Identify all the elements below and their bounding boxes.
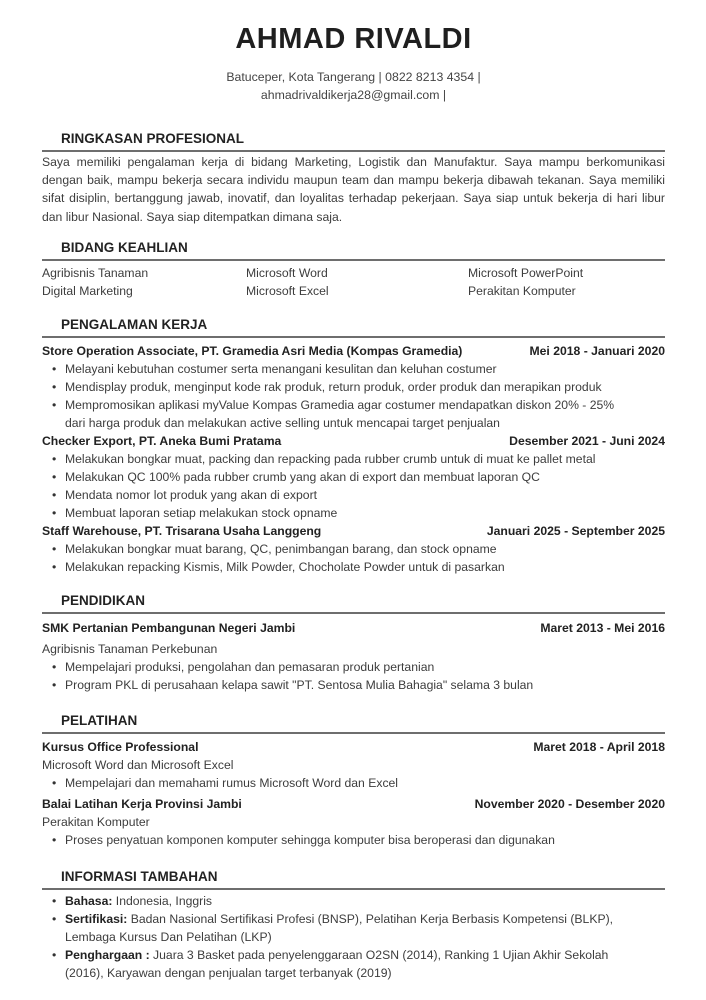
education-bullet: • Mempelajari produksi, pengolahan dan pemasaran produk pertanian [42,658,665,676]
job-dates: Mei 2018 - Januari 2020 [529,343,665,358]
education-bullet: • Program PKL di perusahaan kelapa sawit "PT. Sentosa Mulia Bahagia" selama 3 bulan [42,676,665,694]
item-label: Penghargaan : [65,947,150,962]
additional-bullets [42,892,665,982]
job-entry [42,342,665,432]
additional-item-certification [42,910,625,946]
training-dates: Maret 2018 - April 2018 [533,739,665,754]
training-subject: Perakitan Komputer [42,814,150,829]
job-role: Staff Warehouse, PT. Trisarana Usaha Langgeng [42,523,322,538]
section-divider [42,888,665,890]
summary-section [42,130,665,226]
additional-item-language [42,892,625,910]
job-bullet: • Melakukan repacking Kismis, Milk Powder, Chocholate Powder untuk di pasarkan [42,558,665,576]
job-bullet: • Membuat laporan setiap melakukan stock opname [42,504,665,522]
education-header [42,619,665,637]
contact-info [42,68,665,104]
job-entry [42,522,665,576]
job-dates: Desember 2021 - Juni 2024 [509,433,665,448]
item-text: Indonesia, Inggris [112,893,213,908]
section-title: PENGALAMAN KERJA [61,316,208,332]
education-section [42,592,665,694]
section-divider [42,336,665,338]
job-role: Store Operation Associate, PT. Gramedia Asri Media (Kompas Gramedia) [42,343,463,358]
job-bullet: • Mempromosikan aplikasi myValue Kompas Gramedia agar costumer mendapatkan diskon 20% - 25% dari harga produk dan melakukan active selling untuk mencapai target penjualan [42,396,665,432]
section-title: PENDIDIKAN [61,592,146,608]
contact-email: ahmadrivaldikerja28@gmail.com | [260,88,447,102]
summary-text: Saya memiliki pengalaman kerja di bidang Marketing, Logistik dan Manufaktur. Saya mampu berkomunikasi dengan baik, mampu bekerja secara individu maupun team dan mampu bekerja dibawah tekanan. Saya memiliki sifat disiplin, bertanggung jawab, inovatif, dan loyalitas terhadap pekerjaan. Saya siap untuk bekerja di hari libur dan libur Nasional. Saya siap ditempatkan dimana saja. [42,155,665,224]
section-divider [42,612,665,614]
training-section [42,712,665,849]
training-bullet: • Proses penyatuan komponen komputer sehingga komputer bisa beroperasi dan digunakan [42,831,665,849]
resume-page [42,0,665,982]
training-name: Balai Latihan Kerja Provinsi Jambi [42,796,242,811]
training-bullets [42,774,665,792]
training-header [42,738,665,756]
skill-item: Microsoft Excel [246,283,329,298]
skill-item: Agribisnis Tanaman [42,265,149,280]
job-bullet: • Melayani kebutuhan costumer serta menangani kesulitan dan keluhan costumer [42,360,665,378]
skill-item: Digital Marketing [42,283,133,298]
education-bullets [42,658,665,694]
training-entry [42,795,665,849]
candidate-name: AHMAD RIVALDI [235,23,472,55]
section-divider [42,150,665,152]
job-bullet: • Mendisplay produk, menginput kode rak produk, return produk, order produk dan merapikan produk [42,378,665,396]
experience-section [42,316,665,576]
section-divider [42,732,665,734]
additional-item-awards [42,946,625,982]
skill-item: Perakitan Komputer [468,283,576,298]
skills-section [42,239,665,300]
job-header [42,342,665,360]
education-dates: Maret 2013 - Mei 2016 [540,620,665,635]
item-label: Bahasa: [65,893,113,908]
job-bullet: • Melakukan bongkar muat, packing dan repacking pada rubber crumb untuk di muat ke pallet metal [42,450,665,468]
additional-section [42,868,665,982]
training-entry [42,738,665,792]
job-entry [42,432,665,522]
school-name: SMK Pertanian Pembangunan Negeri Jambi [42,620,296,635]
job-bullets [42,450,665,522]
training-header [42,795,665,813]
job-header [42,522,665,540]
training-bullets [42,831,665,849]
job-bullets [42,540,665,576]
job-bullet: • Mendata nomor lot produk yang akan di export [42,486,665,504]
training-subject: Microsoft Word dan Microsoft Excel [42,757,234,772]
job-bullet: • Melakukan bongkar muat barang, QC, penimbangan barang, dan stock opname [42,540,665,558]
contact-address-phone: Batuceper, Kota Tangerang | 0822 8213 4354 | [226,70,481,84]
job-bullets [42,360,665,432]
training-name: Kursus Office Professional [42,739,199,754]
training-bullet: • Mempelajari dan memahami rumus Microsoft Word dan Excel [42,774,665,792]
skill-item: Microsoft Word [246,265,328,280]
section-title: INFORMASI TAMBAHAN [61,868,218,884]
training-dates: November 2020 - Desember 2020 [474,796,665,811]
item-text: Badan Nasional Sertifikasi Profesi (BNSP), Pelatihan Kerja Berbasis Kompetensi (BLKP), Lembaga Kursus Dan Pelatihan (LKP) [65,911,614,944]
section-divider [42,259,665,261]
education-major: Agribisnis Tanaman Perkebunan [42,641,218,656]
section-title: BIDANG KEAHLIAN [61,239,188,255]
skills-grid [42,264,665,300]
item-text: Juara 3 Basket pada penyelenggaraan O2SN (2014), Ranking 1 Ujian Akhir Sekolah (2016), Karyawan dengan penjualan target terbanyak (2019) [65,947,609,980]
job-dates: Januari 2025 - September 2025 [486,523,665,538]
skill-item: Microsoft PowerPoint [468,265,584,280]
job-header [42,432,665,450]
job-role: Checker Export, PT. Aneka Bumi Pratama [42,433,282,448]
section-title: RINGKASAN PROFESIONAL [61,131,245,146]
job-bullet: • Melakukan QC 100% pada rubber crumb yang akan di export dan membuat laporan QC [42,468,665,486]
section-title: PELATIHAN [61,712,138,728]
item-label: Sertifikasi: [65,911,128,926]
